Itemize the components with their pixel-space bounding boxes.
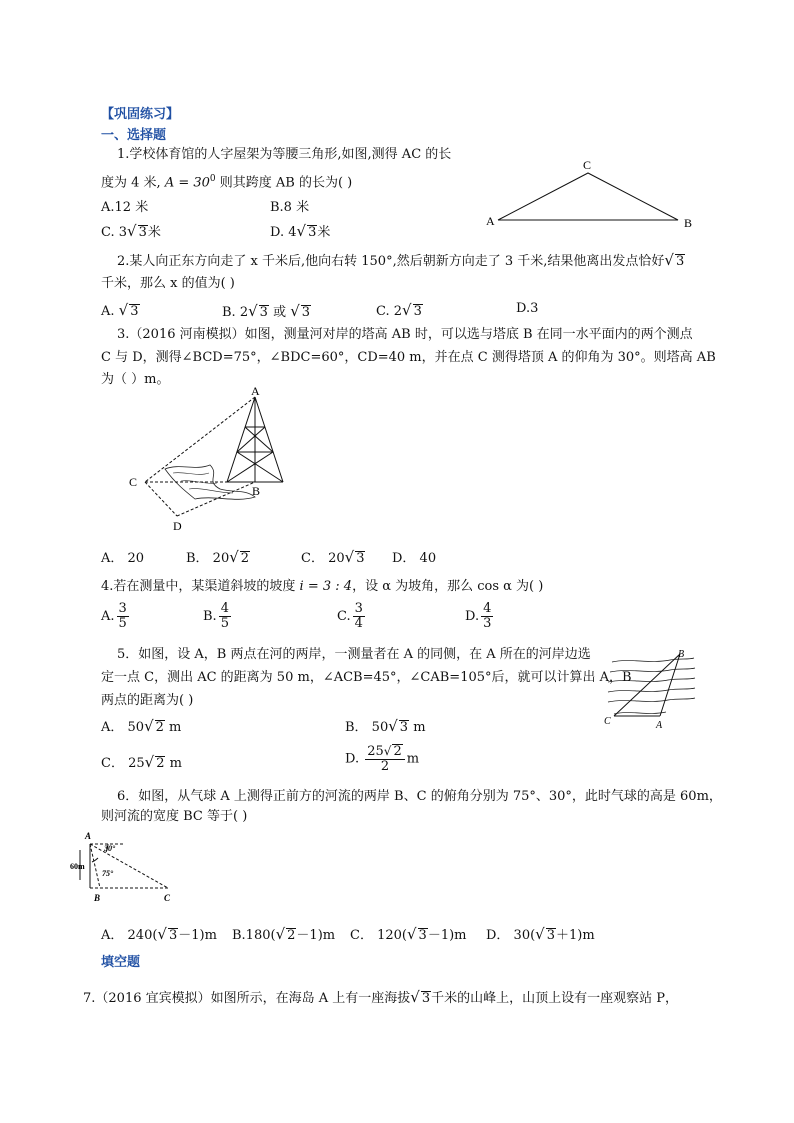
- q2-rad: 3: [675, 254, 685, 269]
- q6-label-h: 60m: [70, 862, 85, 871]
- q5-option-d: [345, 744, 419, 774]
- q5-river-figure: [600, 648, 700, 730]
- q3-line3: 为（ ）m。: [101, 372, 170, 387]
- q2-option-c: [376, 301, 423, 319]
- q5-a-pre: A． 50: [101, 720, 145, 735]
- sqrt-icon: √: [406, 925, 417, 943]
- q4-a-frac: [117, 602, 129, 631]
- q6-b-pre: B.180(: [232, 928, 276, 943]
- q6-c-rad: 3: [418, 928, 427, 943]
- q5-d-pre: D.: [345, 751, 360, 767]
- q2-b-rad2: 3: [301, 305, 311, 320]
- q5-d-num-pre: 25: [367, 744, 384, 759]
- q4-d-den: 3: [483, 616, 492, 631]
- q3-label-c: C: [129, 475, 138, 489]
- q6-a-rad: 3: [168, 928, 178, 943]
- q4-option-b: [203, 602, 233, 631]
- q1-c-post: 米: [147, 225, 161, 240]
- q4-line1-a: 4.若在测量中，某渠道斜坡的坡度: [101, 579, 300, 594]
- q5-a-rad: 2: [155, 720, 164, 735]
- q1-line2: [101, 170, 352, 192]
- q5-b-rad: 3: [399, 720, 409, 735]
- q3-option-d: D． 40: [392, 551, 437, 566]
- sqrt-icon: √: [157, 925, 167, 943]
- q6-label-30: 30°: [104, 844, 116, 853]
- q5-c-rad: 2: [156, 756, 165, 771]
- q5-line3: 两点的距离为( ): [101, 693, 194, 708]
- sqrt-icon: √: [535, 925, 545, 943]
- q7-line1-b: 千米的山峰上，山顶上设有一座观察站 P，: [431, 991, 679, 1006]
- q1-line2-a: 度为 4 米,: [101, 175, 165, 191]
- q5-option-a: [101, 716, 181, 735]
- q3-option-a: A． 20: [101, 551, 145, 566]
- sqrt-icon: √: [388, 717, 398, 735]
- q3-option-c: [301, 547, 365, 566]
- q4-slope: i = 3 : 4: [299, 579, 353, 594]
- q1-triangle-figure: [480, 155, 700, 235]
- q5-option-b: [345, 716, 426, 735]
- q4-d-pre: D.: [465, 609, 480, 624]
- q1-option-b: B.8 米: [270, 200, 310, 215]
- q6-c-pre: C． 120(: [350, 928, 407, 943]
- q5-c-pre: C． 25: [101, 756, 145, 771]
- q6-d-post: ＋1)m: [556, 928, 595, 943]
- q5-a-post: m: [164, 720, 182, 735]
- q6-label-a: A: [85, 831, 92, 841]
- q1-label-b: B: [684, 216, 693, 230]
- q6-option-a: [101, 924, 217, 943]
- q5-d-num-rad: 2: [393, 744, 402, 759]
- sqrt-icon: √: [144, 753, 155, 771]
- q3-label-a: A: [251, 385, 260, 398]
- sqrt-icon: √: [410, 988, 420, 1006]
- q2-line2: 千米，那么 x 的值为( ): [101, 276, 235, 291]
- q2-option-b: [222, 301, 311, 320]
- q4-a-den: 5: [118, 616, 127, 631]
- q3-c-rad: 3: [356, 551, 365, 566]
- q1-c-pre: C. 3: [101, 225, 128, 240]
- section-title: 【巩固练习】: [101, 107, 180, 122]
- q6-option-b: [232, 924, 335, 943]
- q4-d-frac: [481, 602, 493, 631]
- q5-b-post: m: [409, 720, 426, 735]
- q4-c-pre: C.: [337, 609, 351, 624]
- q1-triangle: [498, 173, 678, 220]
- q6-a-post: －1)m: [178, 928, 217, 943]
- q1-d-pre: D. 4: [270, 225, 297, 240]
- part-choice-heading: 一、选择题: [101, 128, 167, 143]
- q5-d-frac: [365, 744, 404, 774]
- q6-a-pre: A． 240(: [101, 928, 158, 943]
- q2-b-pre: B. 2: [222, 305, 249, 320]
- q1-angle: A = 30: [164, 175, 210, 191]
- q4-b-den: 5: [220, 616, 229, 631]
- q3-b-rad: 2: [240, 551, 250, 566]
- q4-b-num: 4: [220, 601, 229, 616]
- q1-line1: 1.学校体育馆的人字屋架为等腰三角形,如图,测得 AC 的长: [117, 147, 452, 162]
- q1-degree: 0: [209, 174, 216, 184]
- q3-line1: 3.（2016 河南模拟）如图，测量河对岸的塔高 AB 时，可以选与塔底 B 在同一水平面内的两个测点: [117, 327, 693, 342]
- q4-b-frac: [219, 602, 231, 631]
- q5-line2: 定一点 C，测出 AC 的距离为 50 m，∠ACB=45°，∠CAB=105°后，就可以计算出 A，B: [101, 670, 632, 685]
- q1-option-d: [270, 221, 330, 240]
- q1-option-c: [101, 221, 161, 240]
- sqrt-icon: √: [248, 302, 258, 320]
- q2-option-a: [101, 301, 140, 319]
- q3-tower-figure: [125, 385, 295, 535]
- q4-b-pre: B.: [203, 609, 217, 624]
- q7-line1-a: 7.（2016 宜宾模拟）如图所示，在海岛 A 上有一座海拔: [83, 991, 411, 1006]
- sqrt-icon: √: [664, 251, 674, 269]
- q4-d-num: 4: [483, 601, 492, 616]
- q4-a-num: 3: [118, 601, 127, 616]
- sqrt-icon: √: [290, 302, 300, 320]
- q5-b-pre: B． 50: [345, 720, 389, 735]
- sqrt-icon: √: [402, 301, 412, 319]
- q6-label-c: C: [164, 893, 171, 903]
- q4-c-num: 3: [354, 601, 363, 616]
- q6-c-post: －1)m: [427, 928, 467, 943]
- q6-line2: 则河流的宽度 BC 等于( ): [101, 809, 248, 824]
- q4-option-c: [337, 602, 367, 631]
- sqrt-icon: √: [127, 222, 137, 240]
- q2-b-mid: 或: [268, 305, 291, 320]
- q1-d-rad: 3: [308, 225, 317, 240]
- q6-line1: 6．如图，从气球 A 上测得正前方的河流的两岸 B、C 的俯角分别为 75°、30°，此时气球的高是 60m，: [117, 789, 722, 804]
- q5-d-den: 2: [380, 759, 390, 774]
- q4-line1: [101, 578, 543, 596]
- q4-c-den: 4: [354, 616, 363, 631]
- part-fill-heading: 填空题: [101, 955, 141, 970]
- q5-line1: 5．如图，设 A，B 两点在河的两岸，一测量者在 A 的同侧，在 A 所在的河岸边选: [117, 647, 591, 662]
- q2-c-rad: 3: [413, 304, 422, 319]
- q3-label-d: D: [173, 519, 182, 533]
- q1-option-a: A.12 米: [101, 200, 149, 215]
- q5-d-num: [365, 744, 404, 760]
- q7-line1: [83, 988, 678, 1008]
- q3-line2: C 与 D，测得∠BCD=75°，∠BDC=60°，CD=40 m，并在点 C 测得塔顶 A 的仰角为 30°。则塔高 AB: [101, 350, 716, 365]
- q1-label-c: C: [583, 158, 592, 172]
- q3-option-b: [186, 547, 250, 566]
- q3-c-pre: C． 20: [301, 551, 345, 566]
- q6-balloon-figure: [68, 830, 188, 905]
- sqrt-icon: √: [118, 301, 129, 319]
- sqrt-icon: √: [344, 548, 355, 566]
- q5-label-b: B: [678, 649, 685, 660]
- q6-d-rad: 3: [546, 928, 556, 943]
- q6-b-rad: 2: [287, 928, 296, 943]
- q4-line1-c: ，设 α 为坡角，那么 cos α 为( ): [352, 579, 544, 594]
- q2-a-rad: 3: [130, 304, 139, 319]
- q6-label-75: 75°: [102, 869, 114, 878]
- q6-b-post: －1)m: [296, 928, 336, 943]
- q6-d-pre: D． 30(: [486, 928, 536, 943]
- q2-line1-text: 2.某人向正东方向走了 x 千米后,他向右转 150°,然后朝新方向走了 3 千米,结果他离出发点恰好: [117, 254, 665, 269]
- sqrt-icon: √: [383, 744, 392, 758]
- q2-line1: [117, 251, 685, 271]
- q3-label-b: B: [252, 484, 261, 498]
- q4-a-pre: A.: [101, 609, 115, 624]
- q5-label-a: A: [656, 720, 663, 730]
- q3-b-pre: B． 20: [186, 551, 230, 566]
- q6-option-c: [350, 924, 466, 943]
- q2-b-rad1: 3: [259, 305, 268, 320]
- q4-option-a: [101, 602, 131, 631]
- sqrt-icon: √: [296, 222, 307, 240]
- q1-line2-d: 则其跨度 AB 的长为( ): [215, 175, 353, 191]
- q5-c-post: m: [165, 756, 182, 771]
- q5-option-c: [101, 752, 182, 771]
- q2-a-pre: A.: [101, 304, 115, 319]
- q5-d-post: m: [406, 751, 420, 767]
- sqrt-icon: √: [275, 925, 286, 943]
- q4-c-frac: [353, 602, 365, 631]
- sqrt-icon: √: [144, 717, 154, 735]
- q4-option-d: [465, 602, 495, 631]
- q2-c-pre: C. 2: [376, 304, 403, 319]
- q7-rad: 3: [421, 991, 431, 1006]
- q1-d-post: 米: [317, 225, 331, 240]
- q1-label-a: A: [486, 214, 495, 228]
- q6-option-d: [486, 924, 595, 943]
- q6-label-b: B: [94, 893, 101, 903]
- q2-option-d: D.3: [516, 301, 539, 316]
- q5-label-c: C: [604, 716, 611, 727]
- sqrt-icon: √: [229, 548, 239, 566]
- q1-c-rad: 3: [138, 225, 147, 240]
